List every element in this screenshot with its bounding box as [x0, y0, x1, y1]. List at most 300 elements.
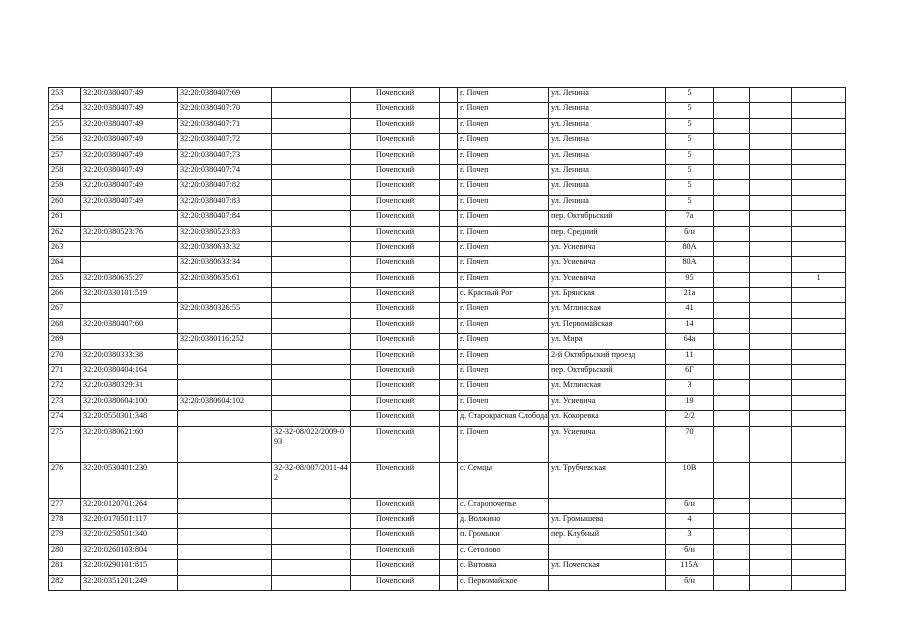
- row-number-cell: 278: [49, 513, 81, 528]
- table-row: [49, 88, 846, 103]
- district-cell: Почепский: [351, 575, 440, 590]
- settlement-cell: д. Старокрасная Слобода: [458, 411, 549, 426]
- extra-3-cell: [792, 380, 846, 395]
- settlement-cell: с. Красный Рог: [458, 288, 549, 303]
- extra-2-cell: [750, 529, 792, 544]
- district-cell: Почепский: [351, 303, 440, 318]
- table-row: [49, 118, 846, 133]
- spacer-cell: [440, 149, 458, 164]
- cadastral-number-parcel-cell: 32:20:0380333:38: [81, 349, 178, 364]
- extra-2-cell: [750, 241, 792, 256]
- house-number-cell: 5: [666, 134, 714, 149]
- extra-1-cell: [714, 272, 750, 287]
- extra-3-cell: [792, 365, 846, 380]
- table-row: [49, 349, 846, 364]
- table-row: [49, 498, 846, 513]
- house-number-cell: 3: [666, 380, 714, 395]
- extra-1-cell: [714, 288, 750, 303]
- spacer-cell: [440, 529, 458, 544]
- extra-1-cell: [714, 498, 750, 513]
- row-number-cell: 276: [49, 462, 81, 498]
- spacer-cell: [440, 241, 458, 256]
- extra-2-cell: [750, 349, 792, 364]
- row-number-cell: 277: [49, 498, 81, 513]
- district-cell: Почепский: [351, 226, 440, 241]
- extra-3-cell: [792, 180, 846, 195]
- registry-sheet: [48, 87, 846, 591]
- table-row: [49, 211, 846, 226]
- house-number-cell: 5: [666, 88, 714, 103]
- extra-3-cell: [792, 226, 846, 241]
- extra-3-cell: [792, 134, 846, 149]
- street-cell: ул. Усиевича: [549, 257, 666, 272]
- extra-2-cell: [750, 164, 792, 179]
- cadastral-number-object-cell: [178, 498, 272, 513]
- spacer-cell: [440, 575, 458, 590]
- settlement-cell: г. Почеп: [458, 365, 549, 380]
- extra-1-cell: [714, 560, 750, 575]
- cadastral-number-parcel-cell: 32:20:0380407:49: [81, 195, 178, 210]
- settlement-cell: г. Почеп: [458, 318, 549, 333]
- spacer-cell: [440, 498, 458, 513]
- cadastral-number-parcel-cell: 32:20:0530401:230: [81, 462, 178, 498]
- cadastral-number-object-cell: 32:20:0380407:82: [178, 180, 272, 195]
- settlement-cell: с. Старопочепье: [458, 498, 549, 513]
- extra-1-cell: [714, 380, 750, 395]
- extra-3-cell: [792, 118, 846, 133]
- cadastral-number-object-cell: 32:20:0380326:55: [178, 303, 272, 318]
- cadastral-number-object-cell: 32:20:0380407:72: [178, 134, 272, 149]
- extra-3-cell: [792, 318, 846, 333]
- district-cell: Почепский: [351, 411, 440, 426]
- extra-3-cell: [792, 498, 846, 513]
- extra-2-cell: [750, 195, 792, 210]
- registration-number-cell: [272, 334, 351, 349]
- settlement-cell: с. Витовка: [458, 560, 549, 575]
- settlement-cell: г. Почеп: [458, 334, 549, 349]
- street-cell: ул. Ленина: [549, 180, 666, 195]
- street-cell: ул. Усиевича: [549, 272, 666, 287]
- house-number-cell: 7а: [666, 211, 714, 226]
- cadastral-number-object-cell: [178, 560, 272, 575]
- extra-1-cell: [714, 226, 750, 241]
- spacer-cell: [440, 272, 458, 287]
- settlement-cell: с. Сетолово: [458, 544, 549, 559]
- row-number-cell: 256: [49, 134, 81, 149]
- extra-2-cell: [750, 288, 792, 303]
- cadastral-number-object-cell: 32:20:0380407:73: [178, 149, 272, 164]
- table-row: [49, 180, 846, 195]
- house-number-cell: 70: [666, 426, 714, 462]
- extra-2-cell: [750, 180, 792, 195]
- row-number-cell: 279: [49, 529, 81, 544]
- extra-2-cell: [750, 426, 792, 462]
- house-number-cell: 2/2: [666, 411, 714, 426]
- row-number-cell: 259: [49, 180, 81, 195]
- street-cell: ул. Усиевича: [549, 241, 666, 256]
- district-cell: Почепский: [351, 257, 440, 272]
- extra-2-cell: [750, 88, 792, 103]
- spacer-cell: [440, 303, 458, 318]
- table-row: [49, 529, 846, 544]
- extra-1-cell: [714, 395, 750, 410]
- settlement-cell: г. Почеп: [458, 118, 549, 133]
- settlement-cell: г. Почеп: [458, 303, 549, 318]
- registration-number-cell: [272, 349, 351, 364]
- house-number-cell: 5: [666, 118, 714, 133]
- street-cell: ул. Громышева: [549, 513, 666, 528]
- table-row: [49, 164, 846, 179]
- table-row: [49, 226, 846, 241]
- cadastral-number-parcel-cell: 32:20:0380407:60: [81, 318, 178, 333]
- settlement-cell: г. Почеп: [458, 257, 549, 272]
- house-number-cell: 21а: [666, 288, 714, 303]
- registration-number-cell: [272, 303, 351, 318]
- extra-3-cell: [792, 529, 846, 544]
- registration-number-cell: [272, 560, 351, 575]
- extra-1-cell: [714, 88, 750, 103]
- table-row: [49, 257, 846, 272]
- registration-number-cell: [272, 272, 351, 287]
- registration-number-cell: [272, 134, 351, 149]
- table-row: [49, 575, 846, 590]
- extra-3-cell: [792, 149, 846, 164]
- row-number-cell: 280: [49, 544, 81, 559]
- table-row: [49, 241, 846, 256]
- extra-3-cell: [792, 195, 846, 210]
- cadastral-number-parcel-cell: [81, 211, 178, 226]
- extra-3-cell: [792, 103, 846, 118]
- district-cell: Почепский: [351, 288, 440, 303]
- house-number-cell: 4: [666, 513, 714, 528]
- extra-3-cell: [792, 349, 846, 364]
- settlement-cell: п. Громыки: [458, 529, 549, 544]
- row-number-cell: 271: [49, 365, 81, 380]
- district-cell: Почепский: [351, 380, 440, 395]
- cadastral-number-object-cell: 32:20:0380407:69: [178, 88, 272, 103]
- settlement-cell: с. Первомайское: [458, 575, 549, 590]
- table-row: [49, 149, 846, 164]
- cadastral-number-object-cell: 32:20:0380633:34: [178, 257, 272, 272]
- district-cell: Почепский: [351, 513, 440, 528]
- district-cell: Почепский: [351, 103, 440, 118]
- extra-1-cell: [714, 334, 750, 349]
- extra-2-cell: [750, 575, 792, 590]
- house-number-cell: б/н: [666, 498, 714, 513]
- row-number-cell: 275: [49, 426, 81, 462]
- settlement-cell: г. Почеп: [458, 272, 549, 287]
- row-number-cell: 269: [49, 334, 81, 349]
- house-number-cell: 11: [666, 349, 714, 364]
- settlement-cell: с. Семцы: [458, 462, 549, 498]
- extra-2-cell: [750, 226, 792, 241]
- row-number-cell: 272: [49, 380, 81, 395]
- cadastral-number-parcel-cell: 32:20:0380407:49: [81, 164, 178, 179]
- extra-1-cell: [714, 575, 750, 590]
- extra-2-cell: [750, 411, 792, 426]
- extra-3-cell: [792, 544, 846, 559]
- registry-table: [48, 87, 846, 591]
- district-cell: Почепский: [351, 529, 440, 544]
- settlement-cell: д. Волжино: [458, 513, 549, 528]
- spacer-cell: [440, 560, 458, 575]
- street-cell: ул. Почепская: [549, 560, 666, 575]
- district-cell: Почепский: [351, 544, 440, 559]
- cadastral-number-object-cell: [178, 575, 272, 590]
- registration-number-cell: [272, 529, 351, 544]
- district-cell: Почепский: [351, 118, 440, 133]
- spacer-cell: [440, 462, 458, 498]
- settlement-cell: г. Почеп: [458, 226, 549, 241]
- house-number-cell: 5: [666, 164, 714, 179]
- table-row: [49, 195, 846, 210]
- table-row: [49, 426, 846, 462]
- extra-2-cell: [750, 257, 792, 272]
- extra-1-cell: [714, 349, 750, 364]
- spacer-cell: [440, 395, 458, 410]
- cadastral-number-parcel-cell: 32:20:0380621:60: [81, 426, 178, 462]
- cadastral-number-object-cell: 32:20:0380604:102: [178, 395, 272, 410]
- extra-3-cell: 1: [792, 272, 846, 287]
- street-cell: ул. Ленина: [549, 103, 666, 118]
- extra-1-cell: [714, 411, 750, 426]
- district-cell: Почепский: [351, 88, 440, 103]
- district-cell: Почепский: [351, 560, 440, 575]
- street-cell: пер. Октябрьский: [549, 365, 666, 380]
- row-number-cell: 282: [49, 575, 81, 590]
- cadastral-number-parcel-cell: 32:20:0351201:249: [81, 575, 178, 590]
- extra-1-cell: [714, 462, 750, 498]
- extra-1-cell: [714, 149, 750, 164]
- extra-1-cell: [714, 164, 750, 179]
- extra-1-cell: [714, 195, 750, 210]
- cadastral-number-object-cell: [178, 365, 272, 380]
- spacer-cell: [440, 318, 458, 333]
- table-row: [49, 365, 846, 380]
- cadastral-number-object-cell: [178, 544, 272, 559]
- table-row: [49, 334, 846, 349]
- house-number-cell: 3: [666, 529, 714, 544]
- spacer-cell: [440, 257, 458, 272]
- table-row: [49, 134, 846, 149]
- spacer-cell: [440, 365, 458, 380]
- spacer-cell: [440, 226, 458, 241]
- row-number-cell: 262: [49, 226, 81, 241]
- spacer-cell: [440, 288, 458, 303]
- cadastral-number-object-cell: [178, 426, 272, 462]
- extra-2-cell: [750, 380, 792, 395]
- registration-number-cell: [272, 149, 351, 164]
- registration-number-cell: [272, 544, 351, 559]
- row-number-cell: 263: [49, 241, 81, 256]
- cadastral-number-object-cell: [178, 462, 272, 498]
- house-number-cell: 64а: [666, 334, 714, 349]
- cadastral-number-object-cell: 32:20:0380407:74: [178, 164, 272, 179]
- district-cell: Почепский: [351, 395, 440, 410]
- extra-1-cell: [714, 118, 750, 133]
- extra-2-cell: [750, 103, 792, 118]
- cadastral-number-parcel-cell: 32:20:0380329:31: [81, 380, 178, 395]
- table-row: [49, 411, 846, 426]
- extra-2-cell: [750, 498, 792, 513]
- district-cell: Почепский: [351, 272, 440, 287]
- house-number-cell: 14: [666, 318, 714, 333]
- district-cell: Почепский: [351, 349, 440, 364]
- row-number-cell: 260: [49, 195, 81, 210]
- cadastral-number-parcel-cell: 32:20:0380407:49: [81, 118, 178, 133]
- extra-2-cell: [750, 395, 792, 410]
- street-cell: ул. Усиевича: [549, 395, 666, 410]
- cadastral-number-parcel-cell: 32:20:0550301:348: [81, 411, 178, 426]
- registration-number-cell: [272, 118, 351, 133]
- street-cell: ул. Ленина: [549, 118, 666, 133]
- extra-3-cell: [792, 88, 846, 103]
- row-number-cell: 281: [49, 560, 81, 575]
- house-number-cell: 5: [666, 180, 714, 195]
- street-cell: ул. Ленина: [549, 88, 666, 103]
- cadastral-number-object-cell: 32:20:0380633:32: [178, 241, 272, 256]
- row-number-cell: 258: [49, 164, 81, 179]
- extra-1-cell: [714, 318, 750, 333]
- house-number-cell: 5: [666, 195, 714, 210]
- street-cell: [549, 544, 666, 559]
- spacer-cell: [440, 180, 458, 195]
- house-number-cell: 5: [666, 149, 714, 164]
- street-cell: ул. Ленина: [549, 195, 666, 210]
- extra-3-cell: [792, 288, 846, 303]
- district-cell: Почепский: [351, 195, 440, 210]
- house-number-cell: б/н: [666, 575, 714, 590]
- extra-2-cell: [750, 134, 792, 149]
- registration-number-cell: [272, 318, 351, 333]
- extra-1-cell: [714, 365, 750, 380]
- house-number-cell: 80А: [666, 257, 714, 272]
- row-number-cell: 274: [49, 411, 81, 426]
- cadastral-number-parcel-cell: [81, 303, 178, 318]
- street-cell: ул. Мира: [549, 334, 666, 349]
- cadastral-number-parcel-cell: 32:20:0170501:117: [81, 513, 178, 528]
- settlement-cell: г. Почеп: [458, 211, 549, 226]
- table-row: [49, 395, 846, 410]
- extra-3-cell: [792, 241, 846, 256]
- registry-rows: [49, 88, 846, 591]
- cadastral-number-object-cell: [178, 513, 272, 528]
- cadastral-number-parcel-cell: [81, 257, 178, 272]
- street-cell: пер. Октябрьский: [549, 211, 666, 226]
- house-number-cell: 10В: [666, 462, 714, 498]
- cadastral-number-parcel-cell: 32:20:0380407:49: [81, 134, 178, 149]
- house-number-cell: 115А: [666, 560, 714, 575]
- extra-1-cell: [714, 180, 750, 195]
- extra-2-cell: [750, 365, 792, 380]
- extra-2-cell: [750, 149, 792, 164]
- row-number-cell: 253: [49, 88, 81, 103]
- cadastral-number-parcel-cell: 32:20:0380407:49: [81, 180, 178, 195]
- cadastral-number-parcel-cell: [81, 334, 178, 349]
- row-number-cell: 264: [49, 257, 81, 272]
- table-row: [49, 288, 846, 303]
- extra-1-cell: [714, 211, 750, 226]
- cadastral-number-parcel-cell: 32:20:0380404:164: [81, 365, 178, 380]
- extra-2-cell: [750, 560, 792, 575]
- street-cell: ул. Кокоревка: [549, 411, 666, 426]
- registration-number-cell: [272, 103, 351, 118]
- extra-3-cell: [792, 164, 846, 179]
- cadastral-number-parcel-cell: 32:20:0380635:27: [81, 272, 178, 287]
- district-cell: Почепский: [351, 498, 440, 513]
- street-cell: ул. Ленина: [549, 164, 666, 179]
- table-row: [49, 560, 846, 575]
- registration-number-cell: 32-32-08/022/2009-093: [272, 426, 351, 462]
- extra-1-cell: [714, 134, 750, 149]
- spacer-cell: [440, 164, 458, 179]
- table-row: [49, 318, 846, 333]
- spacer-cell: [440, 380, 458, 395]
- house-number-cell: 5: [666, 103, 714, 118]
- street-cell: пер. Клубный: [549, 529, 666, 544]
- cadastral-number-parcel-cell: 32:20:0260103:804: [81, 544, 178, 559]
- cadastral-number-object-cell: 32:20:0380407:70: [178, 103, 272, 118]
- extra-3-cell: [792, 395, 846, 410]
- street-cell: [549, 575, 666, 590]
- extra-1-cell: [714, 103, 750, 118]
- spacer-cell: [440, 334, 458, 349]
- street-cell: 2-й Октябрьский проезд: [549, 349, 666, 364]
- row-number-cell: 267: [49, 303, 81, 318]
- registration-number-cell: [272, 411, 351, 426]
- row-number-cell: 265: [49, 272, 81, 287]
- registration-number-cell: [272, 241, 351, 256]
- table-row: [49, 462, 846, 498]
- street-cell: пер. Средний: [549, 226, 666, 241]
- registration-number-cell: [272, 365, 351, 380]
- settlement-cell: г. Почеп: [458, 180, 549, 195]
- extra-2-cell: [750, 318, 792, 333]
- spacer-cell: [440, 544, 458, 559]
- extra-3-cell: [792, 462, 846, 498]
- street-cell: ул. Ленина: [549, 149, 666, 164]
- extra-3-cell: [792, 560, 846, 575]
- settlement-cell: г. Почеп: [458, 395, 549, 410]
- district-cell: Почепский: [351, 426, 440, 462]
- cadastral-number-parcel-cell: 32:20:0330101:519: [81, 288, 178, 303]
- spacer-cell: [440, 195, 458, 210]
- cadastral-number-object-cell: [178, 318, 272, 333]
- spacer-cell: [440, 118, 458, 133]
- table-row: [49, 513, 846, 528]
- extra-2-cell: [750, 211, 792, 226]
- cadastral-number-parcel-cell: 32:20:0380523:76: [81, 226, 178, 241]
- extra-2-cell: [750, 544, 792, 559]
- spacer-cell: [440, 103, 458, 118]
- registration-number-cell: [272, 513, 351, 528]
- registration-number-cell: [272, 180, 351, 195]
- district-cell: Почепский: [351, 180, 440, 195]
- registration-number-cell: [272, 211, 351, 226]
- cadastral-number-object-cell: [178, 529, 272, 544]
- extra-2-cell: [750, 462, 792, 498]
- spacer-cell: [440, 211, 458, 226]
- street-cell: ул. Первомайская: [549, 318, 666, 333]
- house-number-cell: 95: [666, 272, 714, 287]
- registration-number-cell: [272, 88, 351, 103]
- registration-number-cell: [272, 288, 351, 303]
- house-number-cell: 41: [666, 303, 714, 318]
- settlement-cell: г. Почеп: [458, 195, 549, 210]
- table-row: [49, 380, 846, 395]
- extra-1-cell: [714, 241, 750, 256]
- cadastral-number-object-cell: 32:20:0380523:83: [178, 226, 272, 241]
